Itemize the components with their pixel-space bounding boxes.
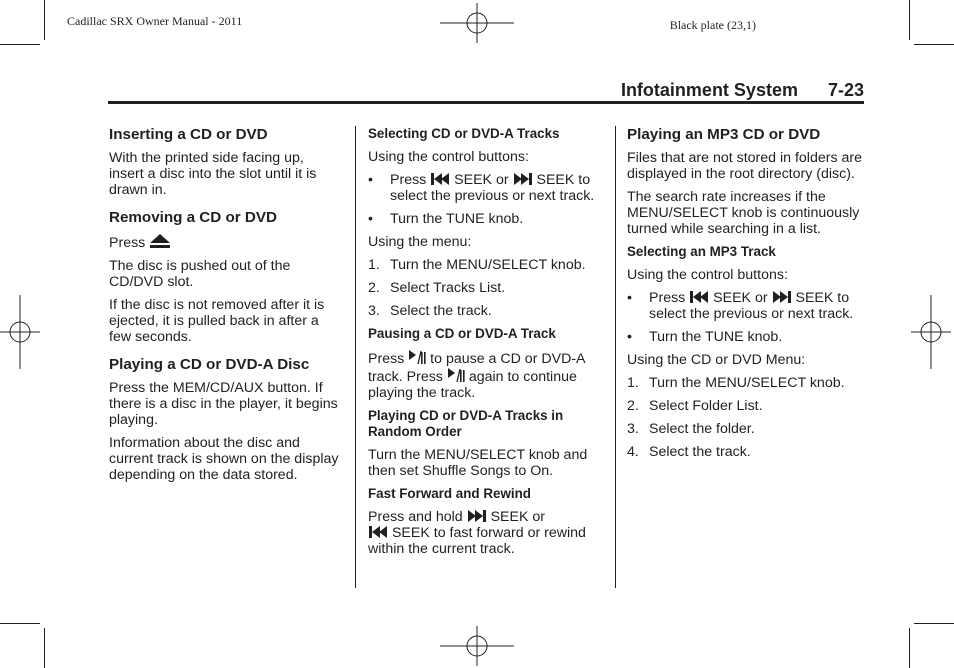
bullet-icon: • [627,290,632,306]
list-item [368,172,608,204]
paragraph-press-eject [109,233,341,251]
list-item [627,329,867,345]
eject-icon [149,233,171,249]
text: again to continue playing the track. [368,369,577,401]
document-meta-left: Cadillac SRX Owner Manual - 2011 [67,14,243,28]
paragraph: Using the control buttons: [627,267,788,283]
text: Press [368,351,405,367]
list-number: 1. [368,257,380,273]
registration-mark-icon [440,3,514,43]
heading-fast-forward: Fast Forward and Rewind [368,486,531,501]
paragraph: Information about the disc and current track is shown on the display depending on the data stored. [109,435,339,483]
column-3 [627,126,867,467]
page-header [108,80,864,100]
seek-forward-icon [467,509,487,523]
bullet-icon: • [627,329,632,345]
list-number: 1. [627,375,639,391]
seek-back-icon [689,290,709,304]
text: Press [390,172,427,188]
registration-mark-icon [0,295,40,369]
paragraph: Files that are not stored in folders are displayed in the root directory (disc). [627,150,863,182]
bullet-icon: • [368,211,373,227]
list-item [368,303,608,319]
crop-mark [909,0,910,40]
paragraph-fast-forward [368,509,608,557]
text: Select Folder List. [649,398,763,414]
heading-mp3: Playing an MP3 CD or DVD [627,126,821,143]
section-title: Infotainment System [620,80,798,100]
crop-mark [0,44,40,45]
list-number: 2. [368,280,380,296]
numbered-list [368,257,608,319]
seek-forward-icon [513,172,533,186]
crop-mark [0,623,40,624]
paragraph: Using the menu: [368,234,472,250]
crop-mark [914,623,954,624]
paragraph: If the disc is not removed after it is ejected, it is pulled back in after a few seconds. [109,297,325,345]
play-pause-icon [408,349,426,365]
seek-back-icon [368,525,388,539]
column-divider [355,126,356,588]
header-rule [108,101,864,104]
paragraph: Turn the MENU/SELECT knob and then set Shuffle Songs to On. [368,447,588,479]
list-number: 3. [627,421,639,437]
heading-random: Playing CD or DVD-A Tracks in Random Order [368,408,564,439]
list-item [627,421,867,437]
list-item [627,290,867,322]
bullet-icon: • [368,172,373,188]
bullet-list [368,172,608,227]
list-item [627,375,867,391]
text: Turn the MENU/SELECT knob. [649,375,845,391]
list-item [627,398,867,414]
heading-playing: Playing a CD or DVD-A Disc [109,356,310,373]
paragraph: Using the CD or DVD Menu: [627,352,806,368]
text: Select the folder. [649,421,755,437]
paragraph-pause [368,349,608,401]
text: SEEK to select the previous or next track. [390,172,595,204]
list-number: 3. [368,303,380,319]
list-item [368,257,608,273]
list-item [368,280,608,296]
list-item [627,444,867,460]
seek-back-icon [430,172,450,186]
seek-forward-icon [772,290,792,304]
document-meta-right: Black plate (23,1) [669,18,756,32]
crop-mark [914,44,954,45]
registration-mark-icon [440,626,514,666]
text: Press and hold [368,509,463,525]
page-number: 7-23 [827,80,864,100]
numbered-list [627,375,867,460]
crop-mark [44,628,45,668]
text: Press [649,290,686,306]
column-1 [109,126,341,490]
text: SEEK or [454,172,509,188]
paragraph: Press the MEM/CD/AUX button. If there is a disc in the player, it begins playing. [109,380,338,428]
text: SEEK to fast forward or rewind within the current track. [368,525,586,557]
heading-selecting-tracks: Selecting CD or DVD-A Tracks [368,126,560,141]
list-number: 4. [627,444,639,460]
crop-mark [44,0,45,40]
heading-pausing: Pausing a CD or DVD-A Track [368,326,556,341]
registration-mark-icon [911,295,951,369]
text: Turn the MENU/SELECT knob. [390,257,586,273]
list-item [368,211,608,227]
play-pause-icon [447,367,465,383]
column-divider [615,126,616,588]
text: Turn the TUNE knob. [649,329,783,345]
list-number: 2. [627,398,639,414]
text: SEEK or [490,509,545,525]
crop-mark [909,628,910,668]
heading-inserting: Inserting a CD or DVD [109,126,268,143]
heading-removing: Removing a CD or DVD [109,209,277,226]
text: SEEK to select the previous or next track. [649,290,854,322]
paragraph: The search rate increases if the MENU/SELECT knob is continuously turned while searching in a list. [627,189,860,237]
text: Select the track. [649,444,751,460]
text: Select the track. [390,303,492,319]
text: Turn the TUNE knob. [390,211,524,227]
paragraph: With the printed side facing up, insert a disc into the slot until it is drawn in. [109,150,317,198]
column-2 [368,126,608,564]
bullet-list [627,290,867,345]
heading-selecting-mp3: Selecting an MP3 Track [627,244,776,259]
paragraph: Using the control buttons: [368,149,529,165]
text: Press [109,235,146,251]
text: SEEK or [713,290,768,306]
text: Select Tracks List. [390,280,506,296]
text: to pause a CD or DVD-A track. Press [368,351,585,385]
paragraph: The disc is pushed out of the CD/DVD slot. [109,258,291,290]
